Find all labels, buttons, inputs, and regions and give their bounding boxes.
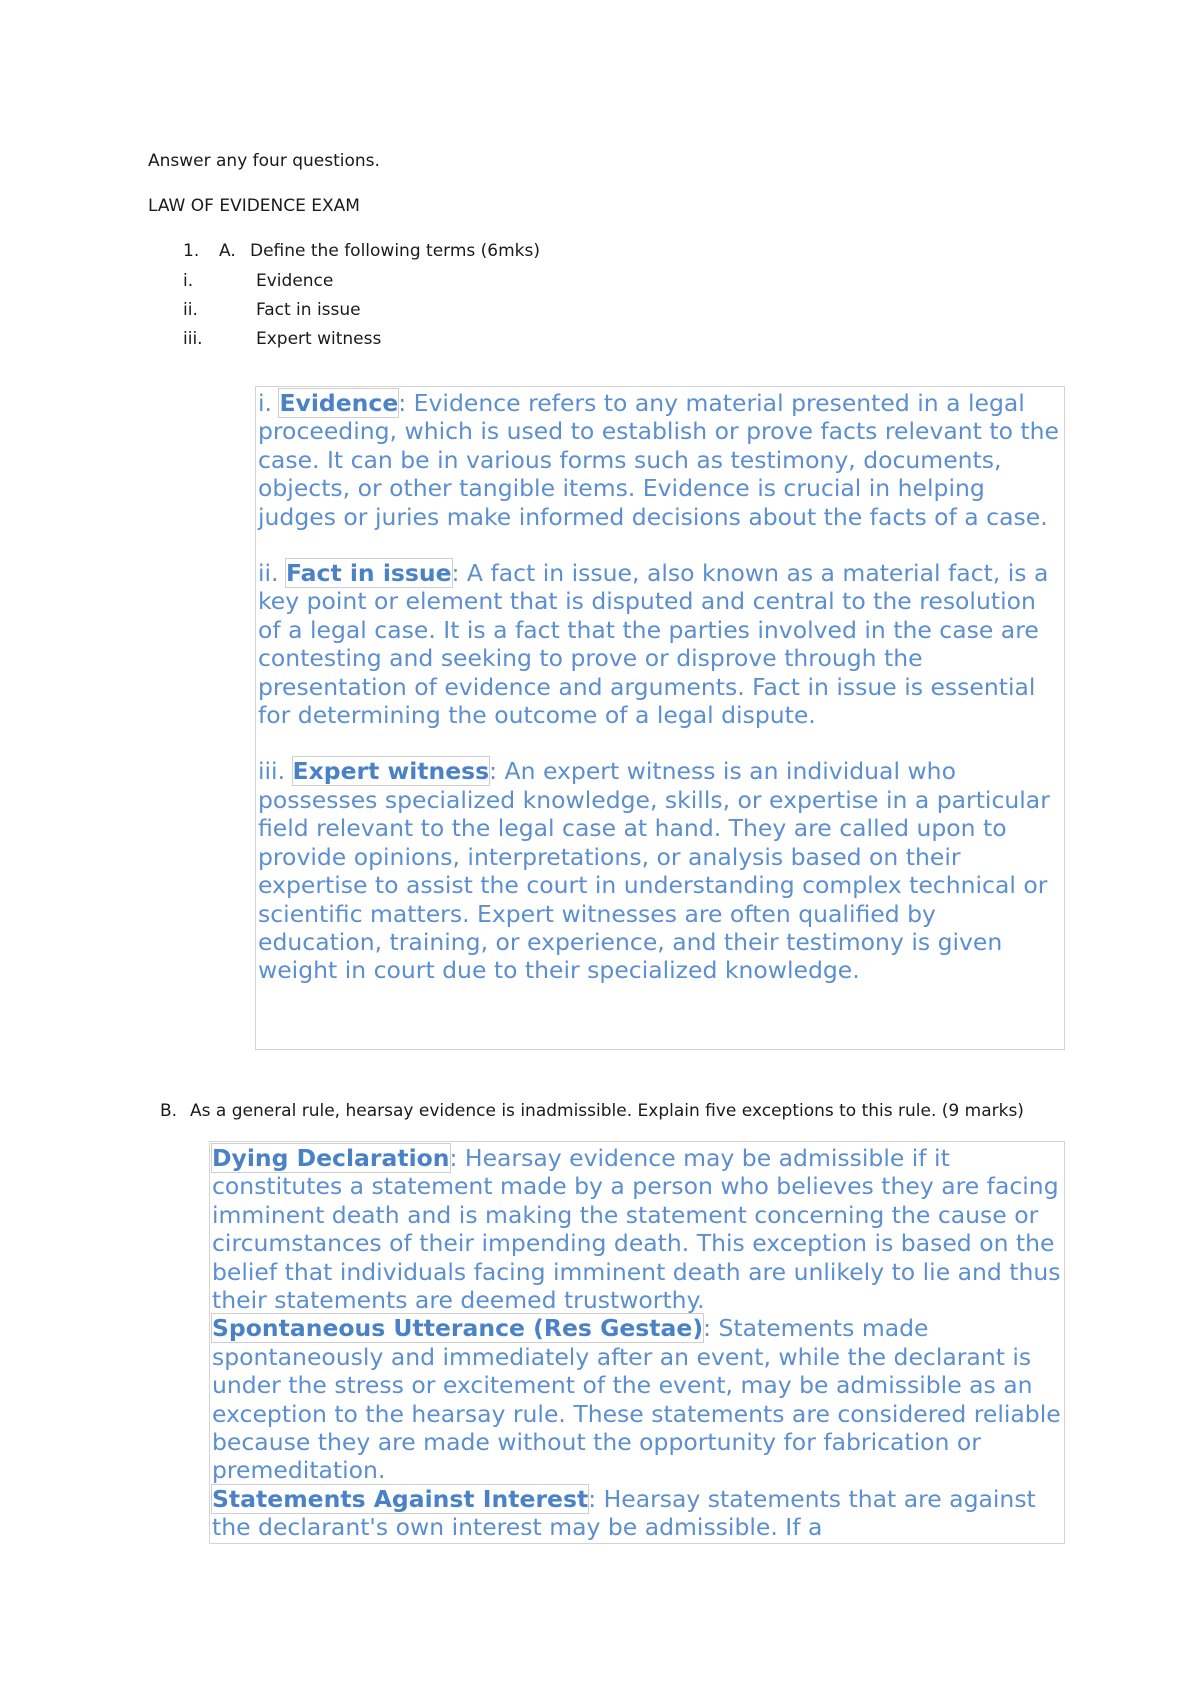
question-letter-b: B. — [160, 1101, 178, 1121]
term-heading: Evidence — [279, 389, 399, 417]
question-letter-a: A. — [219, 241, 236, 261]
term-label: Evidence — [256, 271, 334, 291]
term-heading: Dying Declaration — [212, 1144, 450, 1172]
answer-b-item: Spontaneous Utterance (Res Gestae): Statements made spontaneously and immediately after an event, while the declarant is under the stress or excitement of the event, may be admissible as an exception to the hearsay rule. These statements are considered reliable because they are made without the opportunity for fabrication or premeditation. — [212, 1314, 1061, 1485]
term-heading: Expert witness — [292, 757, 490, 786]
term-heading: Statements Against Interest — [212, 1484, 589, 1513]
term-numeral: i. — [183, 271, 194, 291]
answer-a-box — [255, 386, 1065, 1050]
term-heading: Spontaneous Utterance (Res Gestae) — [212, 1314, 704, 1343]
term-label: Fact in issue — [256, 300, 361, 320]
question-a-prompt: Define the following terms (6mks) — [250, 241, 541, 261]
exam-title: LAW OF EVIDENCE EXAM — [148, 196, 360, 216]
answer-b-item: Dying Declaration: Hearsay evidence may be admissible if it constitutes a statement made by a person who believes they are facing imminent death and is making the statement concerning the cause or circumstances of their impending death. This exception is based on the belief that individuals facing imminent death are unlikely to lie and thus their statements are deemed trustworthy. — [212, 1144, 1061, 1315]
term-numeral: ii. — [183, 300, 198, 320]
instructions: Answer any four questions. — [148, 151, 380, 171]
answer-b-item: Statements Against Interest: Hearsay statements that are against the declarant's own interest may be admissible. If a — [212, 1484, 1036, 1542]
term-label: Expert witness — [256, 329, 382, 349]
term-numeral: iii. — [183, 329, 203, 349]
answer-a-item: i. Evidence: Evidence refers to any material presented in a legal proceeding, which is used to establish or prove facts relevant to the case. It can be in various forms such as testimony, documents, objects, or other tangible items. Evidence is crucial in helping judges or juries make informed decisions about the facts of a case. — [258, 389, 1059, 531]
question-number: 1. — [183, 241, 200, 261]
answer-a-item: iii. Expert witness: An expert witness is an individual who possesses specialized knowledge, skills, or expertise in a particular field relevant to the legal case at hand. They are called upon to provide opinions, interpretations, or analysis based on their expertise to assist the court in understanding complex technical or scientific matters. Expert witnesses are often qualified by education, training, or experience, and their testimony is given weight in court due to their specialized knowledge. — [258, 757, 1050, 985]
answer-b-box — [209, 1141, 1065, 1544]
term-heading: Fact in issue — [286, 559, 452, 588]
question-b-prompt: As a general rule, hearsay evidence is inadmissible. Explain five exceptions to this rule. (9 marks) — [190, 1101, 1024, 1121]
answer-a-item: ii. Fact in issue: A fact in issue, also known as a material fact, is a key point or element that is disputed and central to the resolution of a legal case. It is a fact that the parties involved in the case are contesting and seeking to prove or disprove through the presentation of evidence and arguments. Fact in issue is essential for determining the outcome of a legal dispute. — [258, 559, 1049, 730]
